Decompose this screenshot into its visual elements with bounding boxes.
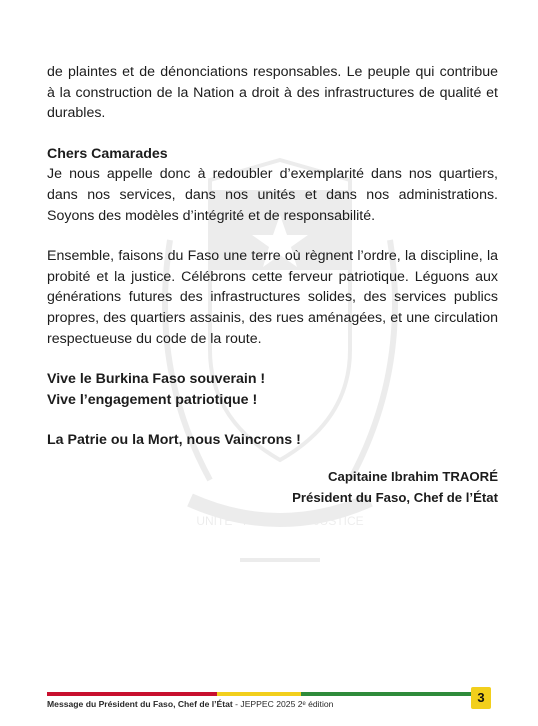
stripe-segment — [47, 692, 132, 696]
national-motto: La Patrie ou la Mort, nous Vaincrons ! — [47, 432, 301, 449]
footer-caption — [47, 699, 333, 709]
stripe-segment — [301, 692, 386, 696]
signature-block — [292, 466, 498, 508]
stripe-segment — [217, 692, 302, 696]
signatory-name: Capitaine Ibrahim TRAORÉ — [328, 469, 498, 484]
stripe-segment — [132, 692, 217, 696]
message-body — [47, 62, 498, 451]
signatory-title: Président du Faso, Chef de l’État — [292, 490, 498, 505]
paragraph-3: Ensemble, faisons du Faso une terre où règnent l’ordre, la discipline, la probité et la justice. Célébrons cette ferveur patriotique. Léguons aux générations futures des infrastructures solides, des services publics propres, des quartiers assainis, des rues aménagées, et une circulation respectueuse du code de la route. — [47, 248, 498, 347]
watermark-motto: UNITÉ - PROGRÈS - JUSTICE — [196, 514, 364, 528]
exclamation-2: Vive l’engagement patriotique ! — [47, 391, 258, 408]
footer-title: Message du Président du Faso, Chef de l’État — [47, 699, 233, 709]
footer-separator: - — [232, 699, 241, 709]
exclamation-1: Vive le Burkina Faso souverain ! — [47, 371, 266, 388]
paragraph-1: de plaintes et de dénonciations responsables. Le peuple qui contribue à la construction de la Nation a droit à des infrastructures de qualité et durables. — [47, 64, 498, 122]
footer-edition: JEPPEC 2025 2ᵉ édition — [240, 699, 334, 709]
stripe-segment — [386, 692, 471, 696]
page-number-badge: 3 — [471, 687, 491, 709]
footer-color-stripe — [47, 692, 471, 696]
paragraph-2: Je nous appelle donc à redoubler d’exemplarité dans nos quartiers, dans nos services, dans nos unités et dans nos administrations. Soyons des modèles d’intégrité et de responsabilité. — [47, 166, 498, 224]
salutation-heading: Chers Camarades — [47, 145, 168, 162]
